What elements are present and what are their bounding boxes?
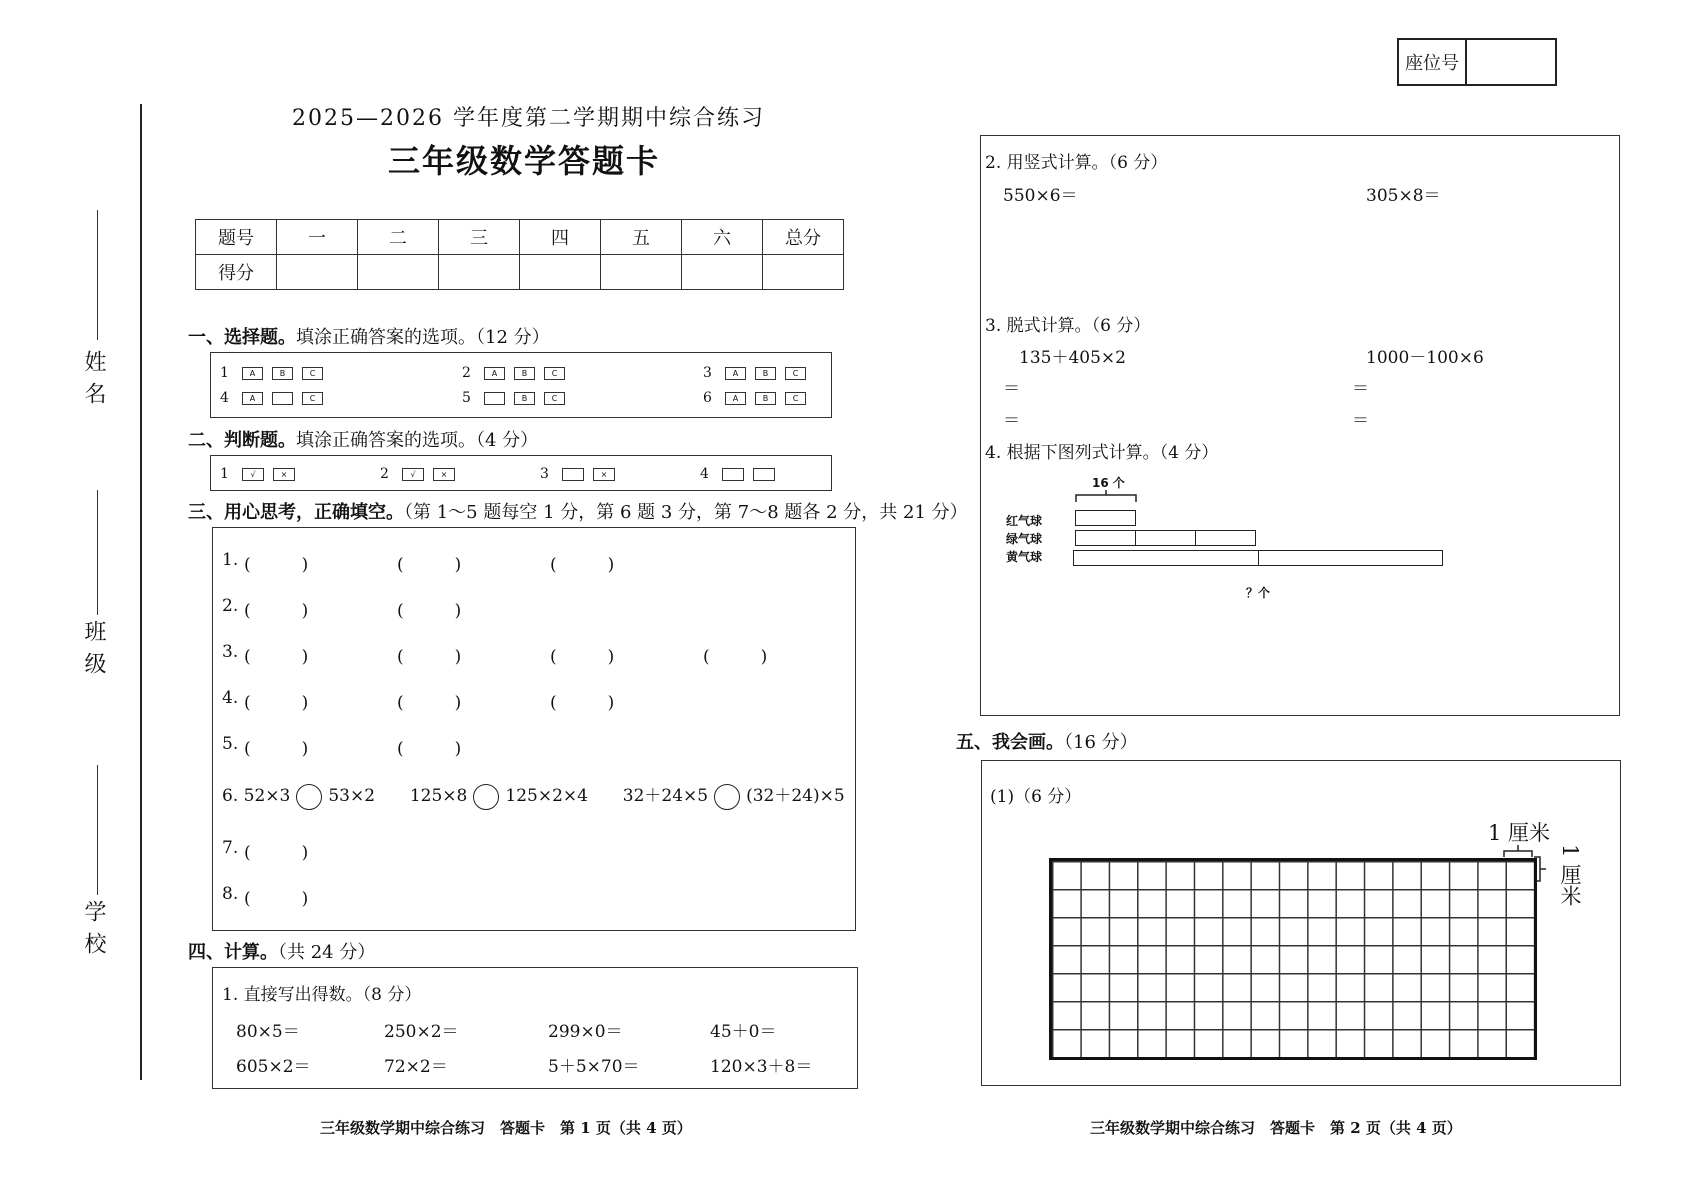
- compare-circle[interactable]: [473, 784, 499, 810]
- bar-green-segment: [1075, 530, 1136, 546]
- bar-red-segment: [1075, 510, 1136, 526]
- q3-title: 3. 脱式计算。（6 分）: [985, 316, 1151, 336]
- row-number: 3.: [222, 642, 239, 662]
- section3-desc: （第 1～5 题每空 1 分，第 6 题 3 分，第 7～8 题各 2 分，共 21 分）: [404, 502, 968, 523]
- score-table: [195, 219, 844, 290]
- judge-question-4: [700, 466, 784, 482]
- section3-answer-box: [212, 527, 856, 931]
- fill-row-5: [222, 734, 462, 759]
- bubble-option-c[interactable]: C: [544, 367, 565, 380]
- page-title: 三年级数学答题卡: [388, 142, 661, 180]
- bubble-option-a[interactable]: A: [242, 367, 263, 380]
- compare-right-3: (32＋24)×5: [746, 786, 845, 806]
- section5-title: 五、我会画。: [956, 732, 1064, 753]
- score-cell[interactable]: [763, 255, 844, 290]
- section4-heading: [188, 938, 375, 964]
- footer-page-1: 三年级数学期中综合练习 答题卡 第 1 页（共 4 页）: [320, 1119, 692, 1137]
- bubble-true[interactable]: [722, 468, 744, 481]
- bubble-option-b[interactable]: B: [272, 367, 293, 380]
- s5-q1-title: (1)（6 分）: [990, 787, 1082, 807]
- row-number: 1.: [222, 550, 239, 570]
- bubble-option-c[interactable]: C: [785, 392, 806, 405]
- q1-title: 1. 直接写出得数。（8 分）: [222, 985, 422, 1005]
- score-row-label: 得分: [196, 255, 277, 290]
- section4-right-box: [980, 135, 1620, 716]
- bubble-option-c[interactable]: C: [302, 392, 323, 405]
- bubble-option-a[interactable]: A: [484, 367, 505, 380]
- bubble-false[interactable]: ×: [433, 468, 455, 481]
- bubble-option-c[interactable]: C: [302, 367, 323, 380]
- judge-question-3: [540, 466, 624, 482]
- seat-number-box: [1397, 38, 1557, 86]
- bar-yellow-segment: [1073, 550, 1259, 566]
- calc-item: 72×2＝: [384, 1057, 448, 1077]
- score-header-cell: 三: [439, 220, 520, 255]
- question-number: 4: [700, 466, 709, 482]
- bubble-false[interactable]: ×: [273, 468, 295, 481]
- bubble-true[interactable]: √: [242, 468, 264, 481]
- question-number: 5: [462, 390, 471, 406]
- row-number: 8.: [222, 884, 239, 904]
- calc-item: 120×3＋8＝: [710, 1057, 813, 1077]
- calc-item: 605×2＝: [236, 1057, 311, 1077]
- class-label: 班级: [81, 620, 106, 684]
- fill-row-7: [222, 838, 309, 863]
- choice-question-3: [703, 365, 815, 381]
- bubble-false[interactable]: [753, 468, 775, 481]
- bar-label-red: 红气球: [1006, 514, 1043, 528]
- section4-desc: （共 24 分）: [278, 942, 376, 963]
- bar-green-segment: [1195, 530, 1256, 546]
- compare-row-6: [222, 781, 845, 810]
- equals-sign: ＝: [1352, 379, 1369, 399]
- score-cell[interactable]: [277, 255, 358, 290]
- blank[interactable]: ( ): [550, 647, 615, 667]
- calc-item: 80×5＝: [236, 1022, 300, 1042]
- seat-number-field[interactable]: [1467, 40, 1555, 84]
- blank[interactable]: ( ): [397, 739, 462, 759]
- compare-left-3: 32＋24×5: [622, 786, 709, 806]
- choice-question-4: [220, 390, 332, 406]
- bubble-option-c[interactable]: C: [785, 367, 806, 380]
- school-field[interactable]: [97, 765, 98, 895]
- calc-item: 135＋405×2: [1019, 348, 1126, 368]
- unit-label-horizontal: 1 厘米: [1488, 821, 1551, 845]
- choice-question-5: [462, 390, 574, 406]
- blank[interactable]: ( ): [244, 555, 309, 575]
- calc-item: 550×6＝: [1003, 186, 1078, 206]
- score-cell[interactable]: [682, 255, 763, 290]
- question-number: 1: [220, 466, 229, 482]
- blank[interactable]: ( ): [244, 739, 309, 759]
- bubble-option-a[interactable]: A: [242, 392, 263, 405]
- blank[interactable]: ( ): [550, 555, 615, 575]
- question-number: 6: [703, 390, 712, 406]
- section2-heading: [188, 426, 538, 452]
- question-number: 2: [462, 365, 471, 381]
- compare-right-2: 125×2×4: [505, 786, 588, 806]
- compare-left-1: 52×3: [243, 786, 291, 806]
- blank[interactable]: ( ): [550, 693, 615, 713]
- score-cell[interactable]: [520, 255, 601, 290]
- bar-label-yellow: 黄气球: [1006, 550, 1043, 564]
- section1-answer-box: [210, 352, 832, 418]
- score-header-cell: 一: [277, 220, 358, 255]
- equals-sign: ＝: [1003, 379, 1020, 399]
- section1-desc: 填涂正确答案的选项。（12 分）: [296, 327, 550, 348]
- row-number: 2.: [222, 596, 239, 616]
- row-number: 5.: [222, 734, 239, 754]
- blank[interactable]: ( ): [397, 693, 462, 713]
- choice-question-6: [703, 390, 815, 406]
- fill-row-2: [222, 596, 462, 621]
- fill-row-3: [222, 642, 768, 667]
- bubble-option-a[interactable]: A: [725, 392, 746, 405]
- bar-green-segment: [1135, 530, 1196, 546]
- score-table-score-row: [196, 255, 844, 290]
- fill-row-4: [222, 688, 615, 713]
- bubble-true[interactable]: [562, 468, 584, 481]
- score-cell[interactable]: [601, 255, 682, 290]
- bubble-option-b[interactable]: [272, 392, 293, 405]
- unit-label-vertical: 1 厘米: [1558, 844, 1582, 907]
- footer-page-2: 三年级数学期中综合练习 答题卡 第 2 页（共 4 页）: [1090, 1119, 1462, 1137]
- question-number: 2: [380, 466, 389, 482]
- score-header-cell: 题号: [196, 220, 277, 255]
- section4-title: 四、计算。: [188, 942, 278, 963]
- compare-circle[interactable]: [296, 784, 322, 810]
- q4-title: 4. 根据下图列式计算。（4 分）: [985, 443, 1219, 463]
- compare-right-1: 53×2: [328, 786, 376, 806]
- calc-item: 1000－100×6: [1366, 348, 1484, 368]
- equals-sign: ＝: [1003, 411, 1020, 431]
- question-number: 4: [220, 390, 229, 406]
- fill-row-1: [222, 550, 615, 575]
- bubble-option-a[interactable]: [484, 392, 505, 405]
- choice-question-1: [220, 365, 332, 381]
- score-header-cell: 五: [601, 220, 682, 255]
- compare-circle[interactable]: [714, 784, 740, 810]
- q2-title: 2. 用竖式计算。（6 分）: [985, 153, 1168, 173]
- section5-desc: （16 分）: [1064, 732, 1138, 753]
- score-header-cell: 四: [520, 220, 601, 255]
- score-header-cell: 六: [682, 220, 763, 255]
- blank[interactable]: ( ): [244, 647, 309, 667]
- row-number: 6.: [222, 786, 239, 806]
- drawing-grid[interactable]: [1049, 858, 1537, 1060]
- bar-yellow-segment: [1258, 550, 1443, 566]
- seat-number-label: 座位号: [1399, 40, 1467, 84]
- binding-line: [140, 104, 142, 1080]
- question-number: 1: [220, 365, 229, 381]
- calc-item: 5＋5×70＝: [548, 1057, 640, 1077]
- calc-item: 305×8＝: [1366, 186, 1441, 206]
- calc-item: 45＋0＝: [710, 1022, 777, 1042]
- blank[interactable]: ( ): [703, 647, 768, 667]
- class-field[interactable]: [97, 490, 98, 615]
- compare-left-2: 125×8: [409, 786, 468, 806]
- diagram-bottom-label: ？个: [1246, 586, 1271, 600]
- blank[interactable]: ( ): [397, 555, 462, 575]
- section2-desc: 填涂正确答案的选项。（4 分）: [296, 430, 539, 451]
- bubble-true[interactable]: √: [402, 468, 424, 481]
- score-header-cell: 二: [358, 220, 439, 255]
- bubble-option-b[interactable]: B: [755, 392, 776, 405]
- blank[interactable]: ( ): [397, 647, 462, 667]
- blank[interactable]: ( ): [397, 601, 462, 621]
- blank[interactable]: ( ): [244, 889, 309, 909]
- fill-row-8: [222, 884, 309, 909]
- score-cell[interactable]: [358, 255, 439, 290]
- judge-question-2: [380, 466, 464, 482]
- blank[interactable]: ( ): [244, 693, 309, 713]
- bubble-option-b[interactable]: B: [514, 367, 535, 380]
- section3-title: 三、用心思考，正确填空。: [188, 502, 404, 523]
- score-cell[interactable]: [439, 255, 520, 290]
- choice-question-2: [462, 365, 574, 381]
- question-number: 3: [703, 365, 712, 381]
- section5-heading: [956, 728, 1138, 754]
- section2-title: 二、判断题。: [188, 430, 296, 451]
- name-field[interactable]: [97, 210, 98, 340]
- name-label: 姓名: [81, 350, 106, 414]
- equals-sign: ＝: [1352, 411, 1369, 431]
- bubble-option-a[interactable]: A: [725, 367, 746, 380]
- score-table-header-row: [196, 220, 844, 255]
- bar-label-green: 绿气球: [1006, 532, 1043, 546]
- bubble-option-c[interactable]: C: [544, 392, 565, 405]
- score-header-cell: 总分: [763, 220, 844, 255]
- bubble-option-b[interactable]: B: [514, 392, 535, 405]
- top-brace: [1074, 490, 1138, 504]
- exam-year-line: 2025—2026 学年度第二学期期中综合练习: [292, 106, 765, 131]
- blank[interactable]: ( ): [244, 843, 309, 863]
- school-label: 学校: [81, 900, 106, 964]
- calc-item: 299×0＝: [548, 1022, 623, 1042]
- section3-heading: [188, 498, 968, 524]
- judge-question-1: [220, 466, 304, 482]
- question-number: 3: [540, 466, 549, 482]
- section1-title: 一、选择题。: [188, 327, 296, 348]
- row-number: 4.: [222, 688, 239, 708]
- bubble-false[interactable]: ×: [593, 468, 615, 481]
- row-number: 7.: [222, 838, 239, 858]
- bubble-option-b[interactable]: B: [755, 367, 776, 380]
- blank[interactable]: ( ): [244, 601, 309, 621]
- calc-item: 250×2＝: [384, 1022, 459, 1042]
- diagram-top-label: 16 个: [1092, 476, 1125, 490]
- section1-heading: [188, 323, 550, 349]
